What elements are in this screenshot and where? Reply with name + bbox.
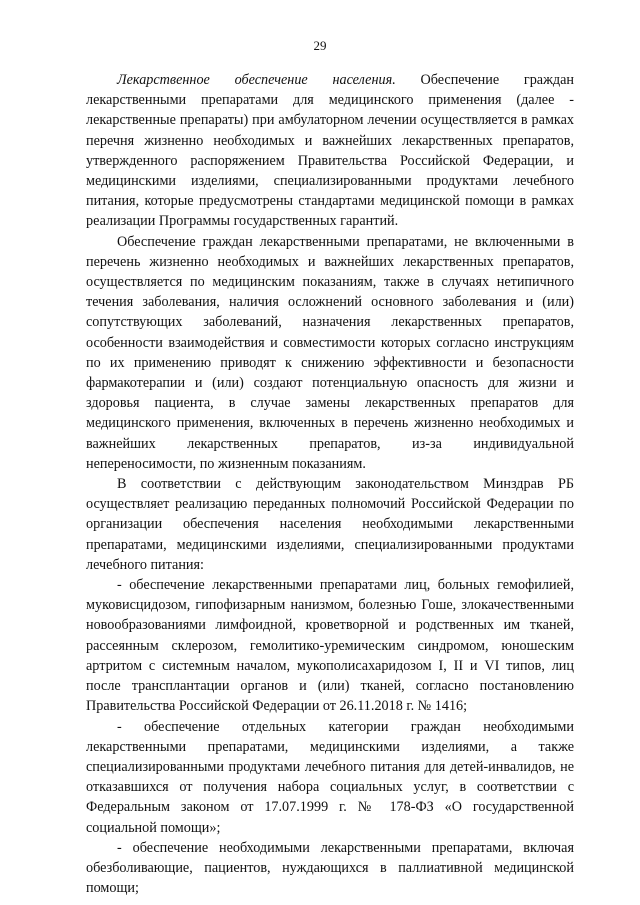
paragraph-ministry-authority: В соответствии с действующим законодательством Минздрав РБ осуществляет реализацию переданных полномочий Российской Федерации по организации обеспечения населения необходимыми лекарственными препаратами, медицинскими изделиями, специализированными продуктами лечебного питания: (86, 476, 574, 573)
section-title: Лекарственное обеспечение населения. (117, 72, 396, 88)
document-body (86, 70, 574, 898)
list-item-palliative: - обеспечение необходимыми лекарственными препаратами, включая обезболивающие, пациентов, нуждающихся в паллиативной медицинской помощи; (86, 839, 574, 897)
paragraph-text: Обеспечение граждан лекарственными препаратами для медицинского применения (далее - лекарственные препараты) при амбулаторном лечении осуществляется в рамках перечня жизненно необходимых и важнейших лекарственных препаратов, утвержденного распоряжением Правительства Российской Федерации, и медицинскими изделиями, специализированными продуктами лечебного питания, которые предусмотрены стандартами медицинской помощи в рамках реализации Программы государственных гарантий. (86, 72, 574, 230)
list-item-hemophilia: - обеспечение лекарственными препаратами лиц, больных гемофилией, муковисцидозом, гипофизарным нанизмом, болезнью Гоше, злокачественными новообразованиями лимфоидной, кроветворной и родственных им тканей, рассеянным склерозом, гемолитико-уремическим синдромом, юношеским артритом с системным началом, мукополисахаридозом I, II и VI типов, лиц после трансплантации органов и (или) тканей, согласно постановлению Правительства Российской Федерации от 26.11.2018 г. № 1416; (86, 577, 574, 715)
paragraph-non-listed-drugs: Обеспечение граждан лекарственными препаратами, не включенными в перечень жизненно необходимых и важнейших лекарственных препаратов, осуществляется по медицинским показаниям, также в случаях нетипичного течения заболевания, наличия осложнений основного заболевания и (или) сопутствующих заболеваний, назначения лекарственных препаратов, особенности взаимодействия и совместимости которых согласно инструкциям по их применению приводят к снижению эффективности и безопасности фармакотерапии и (или) создают потенциальную опасность для жизни и здоровья пациента, в случае замены лекарственных препаратов для медицинского применения, включенных в перечень жизненно необходимых и важнейших лекарственных препаратов, из-за индивидуальной непереносимости, по жизненным показаниям. (86, 233, 574, 472)
list-item-social-categories: - обеспечение отдельных категории граждан необходимыми лекарственными препаратами, медицинскими изделиями, а также специализированными продуктами лечебного питания для детей-инвалидов, не отказавшихся от получения набора социальных услуг, в соответствии с Федеральным законом от 17.07.1999 г. № 178-ФЗ «О государственной социальной помощи»; (86, 718, 574, 836)
page-number: 29 (313, 38, 327, 53)
paragraph-drug-provision (86, 70, 574, 232)
